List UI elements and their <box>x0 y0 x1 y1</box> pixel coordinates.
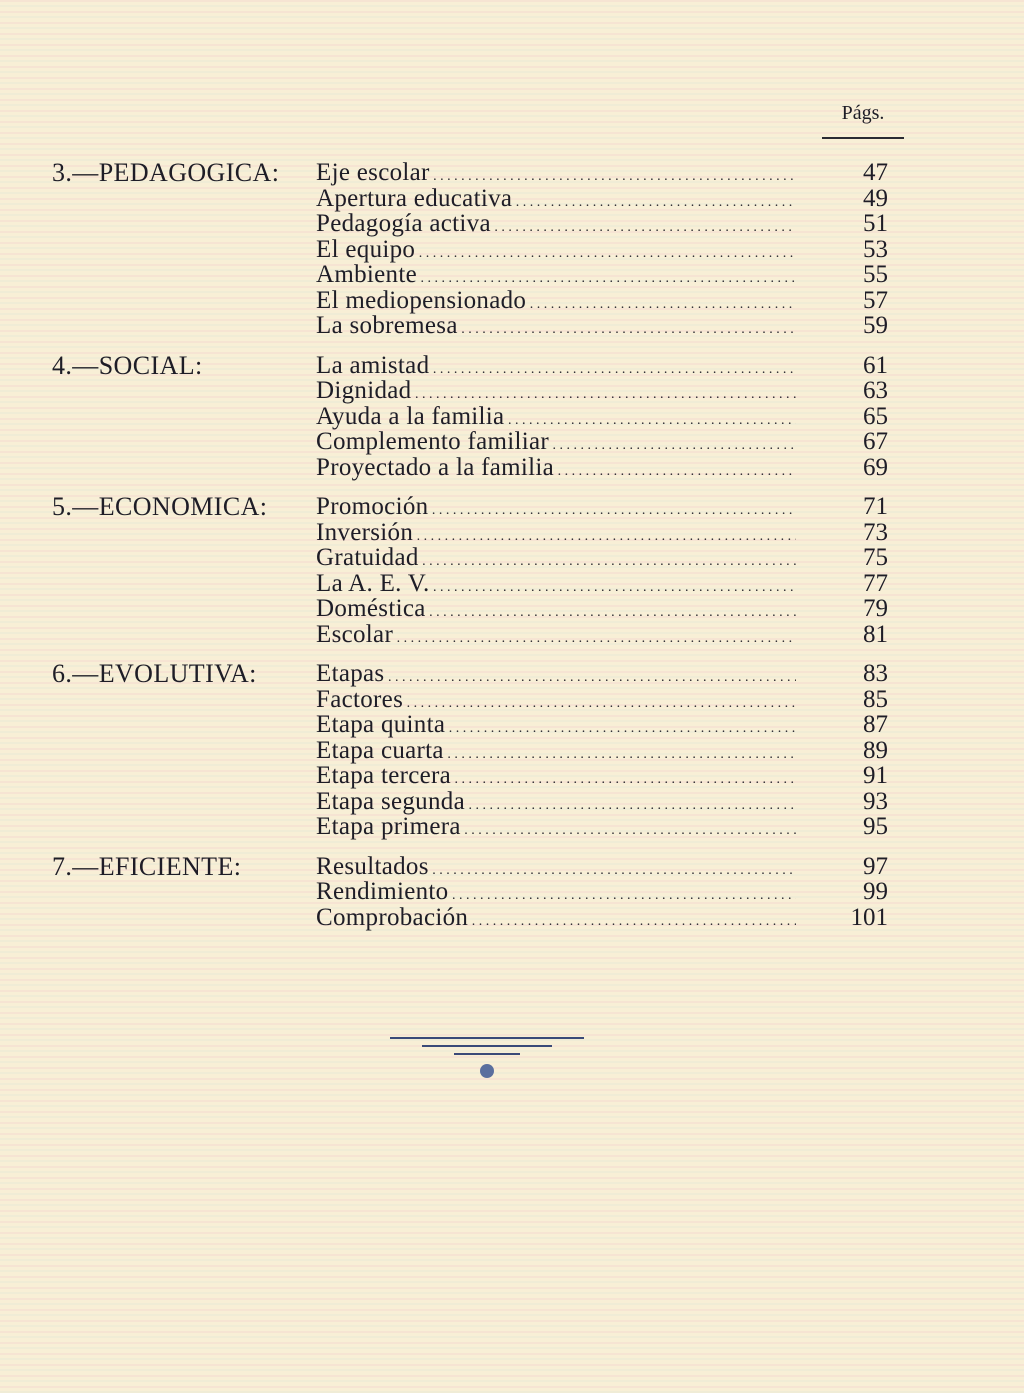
entry-page-number: 79 <box>863 595 888 622</box>
entry-page-number: 91 <box>863 762 888 789</box>
toc-section <box>0 661 1024 840</box>
entry-title: Factores . . . <box>316 687 796 717</box>
entry-page-number: 53 <box>863 235 888 263</box>
section-label: 3.—PEDAGOGICA: <box>52 158 280 187</box>
toc-entry <box>0 520 1024 546</box>
entry-page-number: 47 <box>863 159 888 186</box>
entry-title: Etapa cuarta . . . <box>316 738 796 768</box>
entry-title: La sobremesa . . . <box>316 313 796 343</box>
end-ornament <box>386 1030 586 1090</box>
entry-page-number: 85 <box>863 685 888 713</box>
toc-entry <box>0 455 1024 481</box>
entry-title: Etapas . . . <box>316 661 796 691</box>
entry-page-number: 101 <box>850 903 888 931</box>
toc-entry <box>0 596 1024 622</box>
toc-entry <box>0 378 1024 404</box>
toc-entry <box>0 905 1024 931</box>
toc-entry <box>0 494 1024 520</box>
entry-title: Comprobación . . . <box>316 905 796 935</box>
toc-entry <box>0 404 1024 430</box>
entry-page-number: 63 <box>863 377 888 404</box>
entry-page-number: 59 <box>863 312 888 339</box>
toc-entry <box>0 879 1024 905</box>
entry-page-number: 87 <box>863 711 888 738</box>
entry-title: Inversión . . . <box>316 520 796 550</box>
entry-title: Ambiente . . . <box>316 262 796 292</box>
entry-page-number: 83 <box>863 660 888 687</box>
entry-title: Proyectado a la familia . . . <box>316 455 796 485</box>
toc-section <box>0 851 1024 931</box>
entry-page-number: 71 <box>863 493 888 520</box>
entry-title: Etapa primera . . . <box>316 814 796 844</box>
toc-entry <box>0 160 1024 186</box>
entry-title: Ayuda a la familia . . . <box>316 404 796 434</box>
entry-page-number: 93 <box>863 787 888 815</box>
toc-entry <box>0 262 1024 288</box>
entry-page-number: 61 <box>863 351 888 379</box>
entry-title: Dignidad . . . <box>316 378 796 408</box>
entry-title: Eje escolar . . . <box>316 160 796 190</box>
table-of-contents <box>0 160 1024 930</box>
section-label: 6.—EVOLUTIVA: <box>52 659 257 688</box>
toc-entry <box>0 661 1024 687</box>
entry-title: Escolar . . . <box>316 622 796 652</box>
toc-entry <box>0 237 1024 263</box>
toc-section <box>0 160 1024 339</box>
toc-entry <box>0 186 1024 212</box>
entry-page-number: 67 <box>863 428 888 455</box>
entry-page-number: 55 <box>863 261 888 288</box>
entry-page-number: 75 <box>863 544 888 571</box>
entry-page-number: 49 <box>863 184 888 212</box>
entry-title: Resultados . . . <box>316 854 796 884</box>
entry-page-number: 73 <box>863 518 888 546</box>
toc-entry <box>0 789 1024 815</box>
entry-page-number: 81 <box>863 620 888 648</box>
toc-entry <box>0 211 1024 237</box>
entry-title: El mediopensionado . . . <box>316 288 796 318</box>
entry-title: La A. E. V. . . . <box>316 571 796 601</box>
toc-entry <box>0 288 1024 314</box>
toc-entry <box>0 738 1024 764</box>
section-label: 7.—EFICIENTE: <box>52 851 242 881</box>
section-label: 4.—SOCIAL: <box>52 350 203 380</box>
toc-section <box>0 350 1024 481</box>
toc-entry <box>0 814 1024 840</box>
entry-title: Doméstica . . . <box>316 596 796 626</box>
entry-title: Pedagogía activa . . . <box>316 211 796 241</box>
toc-entry <box>0 763 1024 789</box>
entry-page-number: 95 <box>863 813 888 840</box>
toc-entry <box>0 429 1024 455</box>
entry-title: Apertura educativa . . . <box>316 186 796 216</box>
entry-title: Etapa tercera . . . <box>316 763 796 793</box>
toc-entry <box>0 313 1024 339</box>
toc-entry <box>0 712 1024 738</box>
entry-title: Promoción . . . <box>316 494 796 524</box>
entry-page-number: 89 <box>863 736 888 764</box>
toc-entry <box>0 350 1024 380</box>
entry-page-number: 97 <box>863 852 888 880</box>
entry-page-number: 69 <box>863 453 888 481</box>
entry-title: La amistad . . . <box>316 353 796 383</box>
section-label: 5.—ECONOMICA: <box>52 492 268 521</box>
toc-entry <box>0 571 1024 597</box>
entry-page-number: 57 <box>863 286 888 314</box>
entry-title: Etapa quinta . . . <box>316 712 796 742</box>
entry-title: Complemento familiar . . . <box>316 429 796 459</box>
toc-entry <box>0 545 1024 571</box>
toc-entry <box>0 851 1024 881</box>
toc-entry <box>0 622 1024 648</box>
entry-page-number: 51 <box>863 210 888 237</box>
toc-entry <box>0 687 1024 713</box>
entry-page-number: 77 <box>863 569 888 597</box>
entry-title: Rendimiento . . . <box>316 879 796 909</box>
entry-page-number: 65 <box>863 402 888 430</box>
pages-column-header: Págs. <box>822 102 904 139</box>
entry-title: El equipo . . . <box>316 237 796 267</box>
entry-title: Gratuidad . . . <box>316 545 796 575</box>
entry-title: Etapa segunda . . . <box>316 789 796 819</box>
ornament-dot <box>480 1064 494 1078</box>
entry-page-number: 99 <box>863 878 888 905</box>
toc-section <box>0 494 1024 647</box>
